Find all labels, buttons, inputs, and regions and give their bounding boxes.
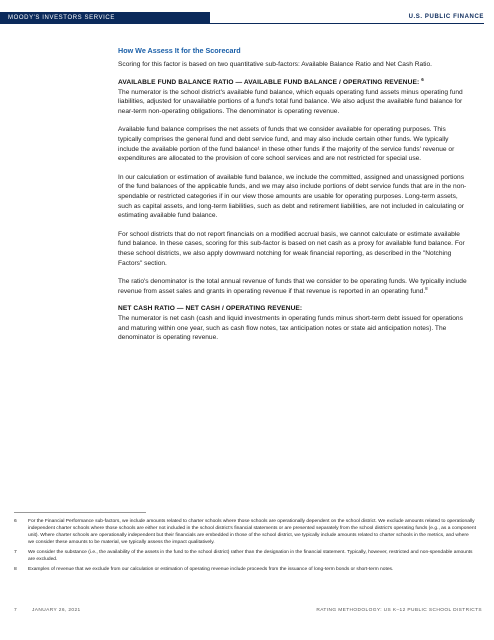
available-fund-paragraph-5-text: The ratio's denominator is the total annual revenue of funds that we consider to be operating funds. We typically include revenue from asset sales and grants in operating revenue if that revenue is reported in an operating fund. (118, 278, 467, 295)
document-title: RATING METHODOLOGY: US K–12 PUBLIC SCHOOL DISTRICTS (316, 608, 482, 613)
footnotes (14, 518, 476, 576)
page-number: 7 (14, 608, 18, 613)
available-fund-paragraph-4: For school districts that do not report financials on a modified accrual basis, we cannot calculate or estimate available fund balance. In these cases, scoring for this sub-factor is based on net cash as a proxy for available fund balance. For these school districts, we also apply downward notching for weak financial reporting, as described in the "Notching Factors" section. (118, 230, 465, 267)
footnote-ref-6[interactable]: 6 (421, 76, 424, 82)
available-fund-paragraph-2: Available fund balance comprises the net assets of funds that we consider available for operating purposes. This typically comprises the general fund and debt service fund, and may also include certain other funds. We typically include the available portion of the fund balance¹ in these other funds if the majority of the service funds' revenue or expenditures are allocated to the provision of core school services and are not restricted for special use. (118, 126, 455, 163)
footnote-7 (14, 549, 476, 563)
header-rule (210, 23, 484, 24)
footnote-divider (14, 512, 146, 513)
footnote-text: We consider the substance (i.e., the availability of the assets in the fund to the school district) rather than the designation in the financial statement. Typically, however, restricted and non-spendable amounts are excluded. (28, 550, 473, 562)
net-cash-heading: NET CASH RATIO — NET CASH / OPERATING REVENUE: (118, 305, 303, 313)
available-fund-heading-text: AVAILABLE FUND BALANCE RATIO — AVAILABLE FUND BALANCE / OPERATING REVENUE: (118, 78, 420, 86)
footnote-ref-8[interactable]: 8 (425, 285, 428, 291)
page-header (0, 12, 494, 24)
footnote-number: 6 (14, 519, 17, 524)
page-footer (14, 608, 482, 618)
net-cash-paragraph: The numerator is net cash (cash and liquid investments in operating funds minus short-term debt issued for operations and maturing within one year, such as cash flow notes, tax anticipation notes or state aid anticipation notes). The denominator is operating revenue. (118, 315, 463, 342)
available-fund-heading (118, 76, 470, 86)
available-fund-paragraph-1: The numerator is the school district's available fund balance, which equals operating fund assets minus operating fund liabilities, adjusted for unavailable portions of a fund's total fund balance. We also adjust the available fund balance for near-term non-operating obligations. The denominator is operating revenue. (118, 88, 463, 115)
section-title: How We Assess It for the Scorecard (118, 46, 241, 55)
publication-date: JANUARY 26, 2021 (32, 608, 81, 613)
available-fund-paragraph-5 (118, 277, 470, 296)
footnote-text: For the Financial Performance sub-factors, we include amounts related to charter schools where those schools are operationally dependent on the school district. We exclude amounts related to operationally independent charter schools where those schools are either not included in the school district's financial statements or are presented separately from the school district's operating funds (e.g., as a component unit). Where charter schools are operationally independent but their financials are embedded in those of the school district, we typically include amounts related to charter schools in the metrics, and where we consider these amounts to be material, we typically assess the impact qualitatively. (28, 519, 476, 545)
main-content (118, 46, 470, 352)
footnote-8 (14, 566, 476, 573)
publisher-label: MOODY'S INVESTORS SERVICE (0, 12, 210, 24)
available-fund-paragraph-3: In our calculation or estimation of available fund balance, we include the committed, assigned and unassigned portions of the fund balances of the applicable funds, and we may also include portions of debt service funds that are in the non-spendable or restricted categories if in our view those amounts are usable for operating purposes. Long-term assets, such as capital assets, and long-term liabilities, such as debt and retirement liabilities, are not included in calculating or estimating available fund balance. (118, 173, 467, 220)
footnote-6 (14, 518, 476, 546)
footnote-number: 7 (14, 550, 17, 555)
footnote-text: Examples of revenue that we exclude from our calculation or estimation of operating revenue include proceeds from the issuance of long-term bonds or short-term notes. (28, 567, 394, 572)
footnote-number: 8 (14, 567, 17, 572)
section-label: U.S. PUBLIC FINANCE (408, 14, 484, 20)
intro-paragraph: Scoring for this factor is based on two quantitative sub-factors: Available Balance Ratio and Net Cash Ratio. (118, 61, 432, 68)
